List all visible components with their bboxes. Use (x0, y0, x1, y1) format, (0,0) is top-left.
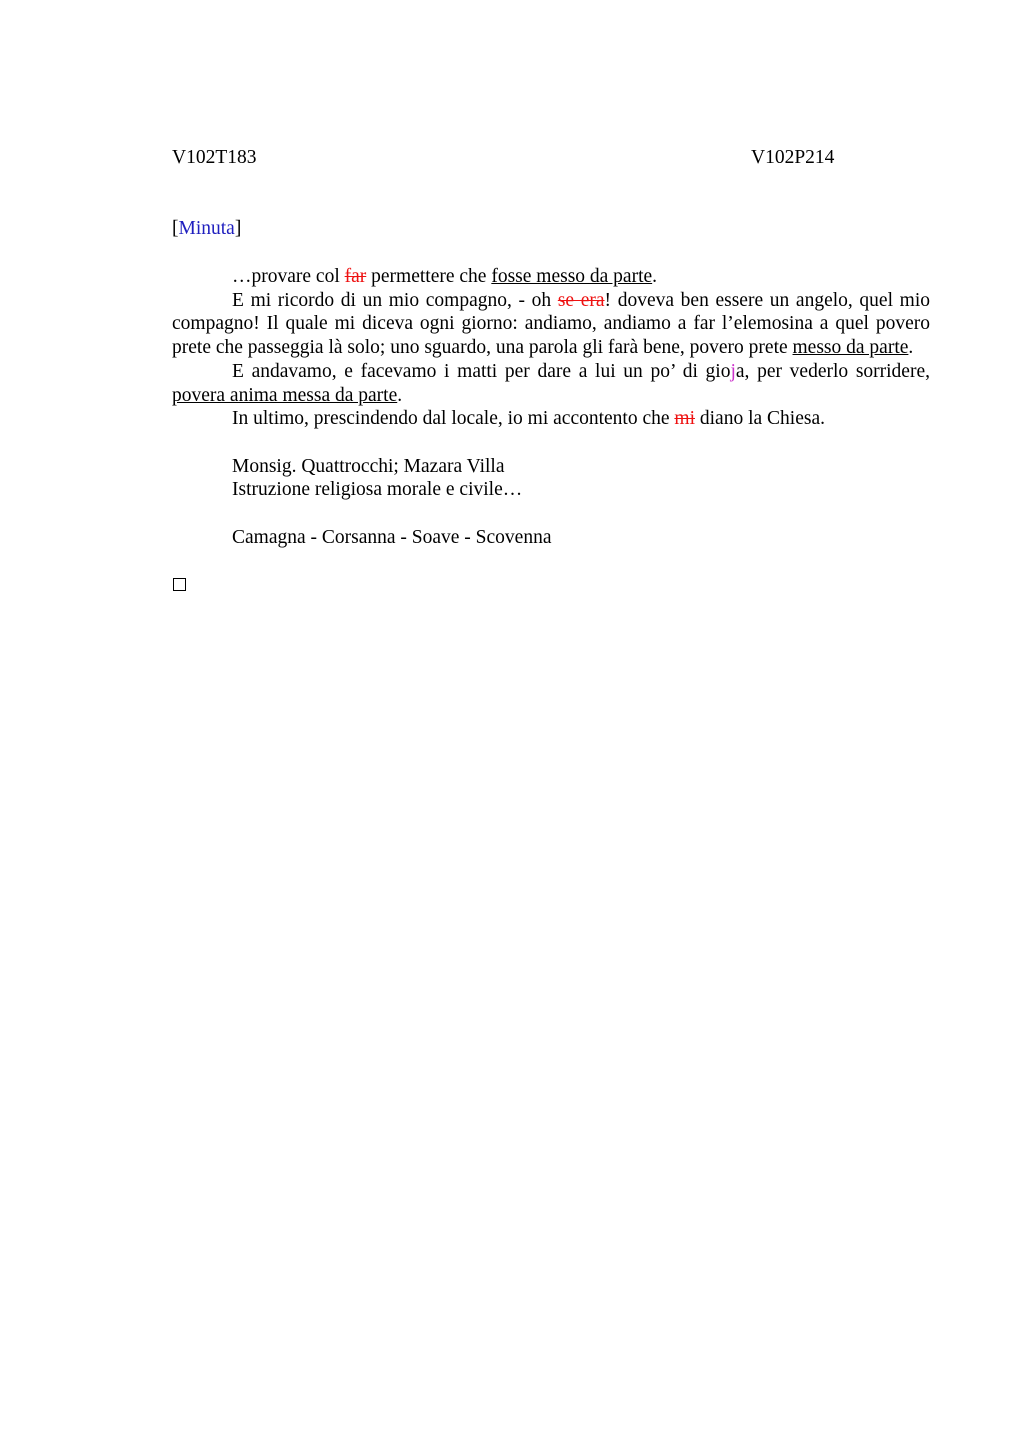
checkbox-square-icon (173, 578, 186, 591)
text-run: permettere che (366, 266, 492, 287)
label-text: Minuta (178, 218, 235, 239)
text-run: In ultimo, prescindendo dal locale, io mi accontento che (232, 408, 675, 430)
paragraph-2 (172, 289, 930, 360)
text-run: a, per vederlo sorridere, (735, 360, 930, 382)
text-run: …provare col (232, 266, 345, 287)
section-label (172, 218, 241, 240)
deleted-text: mi (674, 408, 695, 430)
underlined-text: povera anima messa da parte (172, 384, 398, 406)
underlined-text: fosse messo da parte (491, 266, 653, 287)
document-body (172, 265, 930, 549)
underlined-text: messo da parte (792, 337, 909, 359)
text-run: . (652, 266, 658, 287)
text-run: . (908, 337, 914, 359)
deleted-text: se era (557, 289, 605, 311)
document-id-right: V102P214 (751, 147, 835, 168)
inserted-text: j (730, 360, 736, 382)
note-line-3: Camagna - Corsanna - Soave - Scovenna (232, 526, 552, 548)
note-line-2: Istruzione religiosa morale e civile… (232, 479, 523, 501)
label-close-bracket: ] (234, 218, 242, 239)
text-run: . (397, 384, 403, 406)
text-run: ! doveva ben essere un angelo, quel mio compagno! Il quale mi diceva ogni giorno: andiamo, andiamo a far l’elemosina a quel povero prete che passeggia là solo; uno sguardo, una parola gli farà bene, povero prete (172, 289, 930, 359)
note-line-1: Monsig. Quattrocchi; Mazara Villa (232, 455, 505, 477)
spacer (172, 502, 930, 526)
paragraph-3 (172, 360, 930, 407)
document-id-left: V102T183 (172, 147, 257, 168)
text-run: E andavamo, e facevamo i matti per dare a lui un po’ di gio (232, 360, 731, 382)
label-open-bracket: [ (172, 218, 179, 239)
spacer (172, 431, 930, 455)
paragraph-4 (172, 407, 930, 431)
text-run: E mi ricordo di un mio compagno, - oh (232, 289, 558, 311)
text-run: diano la Chiesa. (695, 408, 825, 430)
deleted-text: far (344, 266, 367, 287)
paragraph-1 (172, 265, 930, 289)
